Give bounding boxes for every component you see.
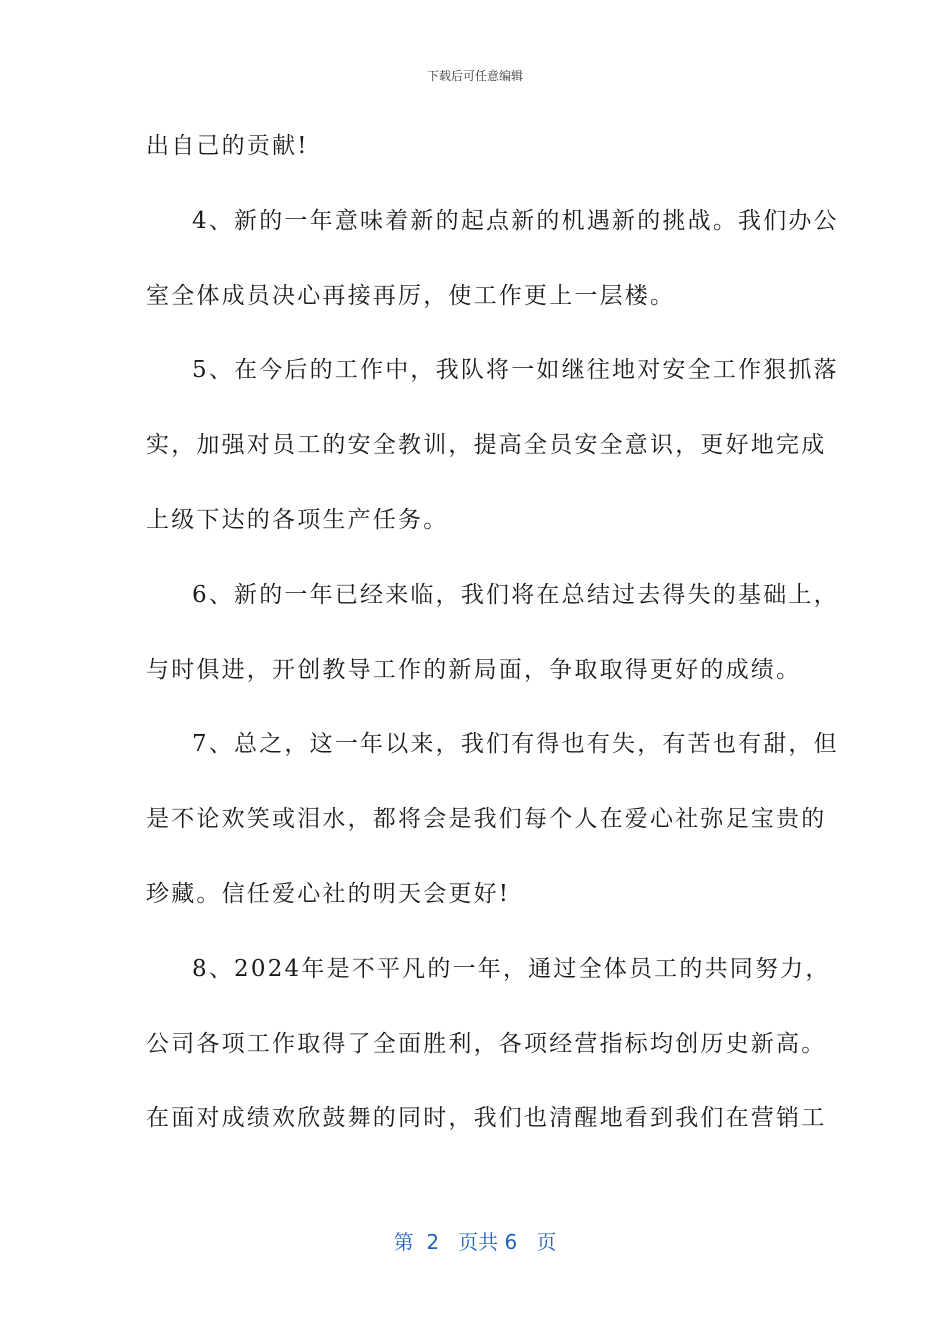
body-line: 8、2024年是不平凡的一年，通过全体员工的共同努力， — [192, 956, 831, 982]
body-line: 室全体成员决心再接再厉，使工作更上一层楼。 — [146, 283, 676, 309]
body-line: 5、在今后的工作中，我队将一如继往地对安全工作狠抓落 — [192, 357, 839, 383]
body-line: 珍藏。信任爱心社的明天会更好! — [146, 881, 511, 907]
body-line: 与时俱进，开创教导工作的新局面，争取取得更好的成绩。 — [146, 657, 802, 683]
body-line: 在面对成绩欢欣鼓舞的同时，我们也清醒地看到我们在营销工 — [146, 1105, 827, 1131]
header-note: 下载后可任意编辑 — [426, 69, 523, 83]
body-line: 上级下达的各项生产任务。 — [146, 507, 449, 533]
body-line: 7、总之，这一年以来，我们有得也有失，有苦也有甜，但 — [192, 731, 839, 757]
body-line: 公司各项工作取得了全面胜利，各项经营指标均创历史新高。 — [146, 1031, 827, 1057]
body-line: 实，加强对员工的安全教训，提高全员安全意识，更好地完成 — [146, 432, 827, 458]
body-line: 4、新的一年意味着新的起点新的机遇新的挑战。我们办公 — [192, 208, 839, 234]
body-line: 6、新的一年已经来临，我们将在总结过去得失的基础上， — [192, 582, 839, 608]
body-line: 是不论欢笑或泪水，都将会是我们每个人在爱心社弥足宝贵的 — [146, 806, 827, 832]
page-number-footer: 第 2 页共 6 页 — [393, 1230, 557, 1254]
body-line: 出自己的贡献! — [146, 133, 309, 159]
